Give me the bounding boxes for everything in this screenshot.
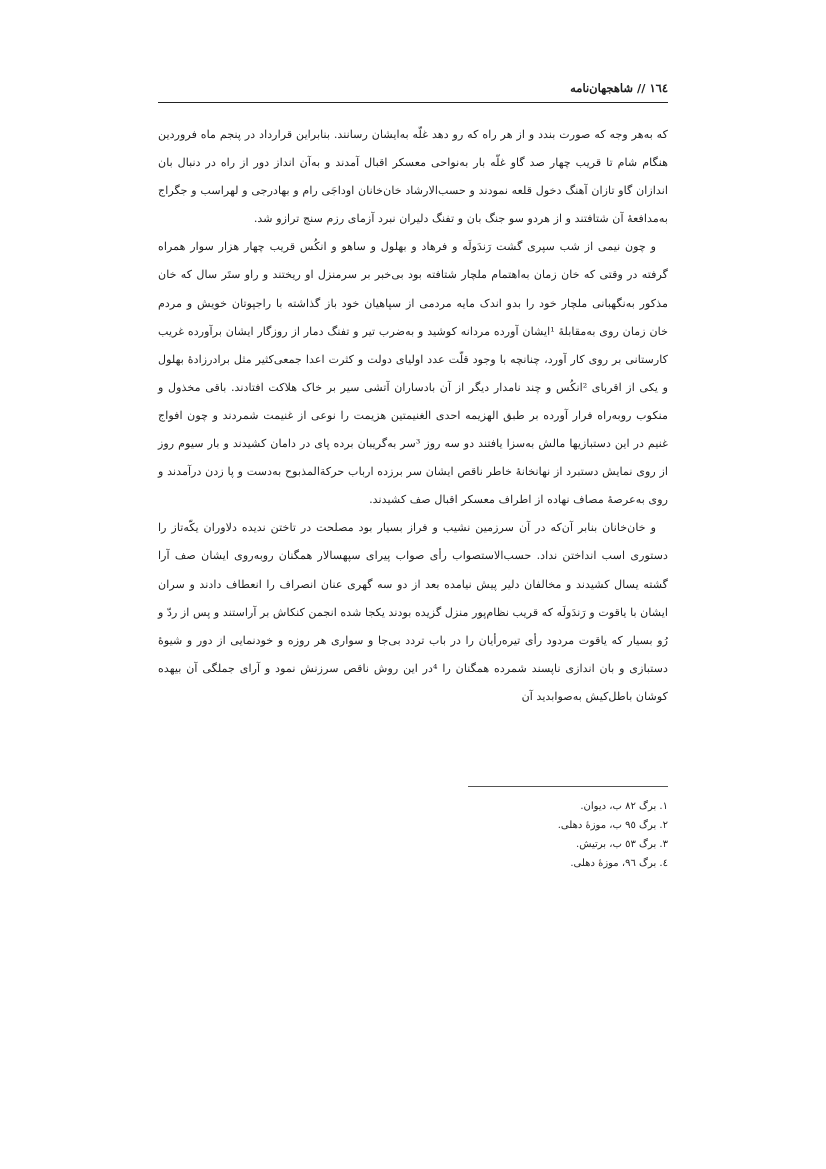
running-title: ١٦٤ // شاهجهان‌نامه xyxy=(570,81,668,95)
footnote-2: ٢. برگ ٩٥ ب، موزهٔ دهلی. xyxy=(557,820,668,831)
paragraph-3: و خان‌خانان بنابر آن‌که در آن سرزمین نشیب و فراز بسیار بود مصلحت در تاختن ندیده دلاوران یکّه‌تاز را دستوری اسب انداختن نداد. حسب‌الاستصواب رأی صواب پیرای سپهسالار همگنان روبه‌روی ایشان صف آرا گشته یسال کشیدند و مخالفان دلیر پیش نیامده بعد از دو سه گهری عنان انصراف را انعطاف دادند و سران ایشان با یاقوت و رَندَولَه که قریب نظام‌پور منزل گزیده بودند یکجا شده انجمن کنکاش بر آراستند و پس از ردّ و رُو بسیار که یاقوت مردود رأی تیره‌رأیان را در باب تردد بی‌جا و سواری هر روزه و خودنمایی از دور و شیوهٔ دستبازی و بان اندازی ناپسند شمرده همگنان را ⁴در این روش ناقص سرزنش نمود و آرای جملگی آن بیهده کوشان باطل‌کیش به‌صوابدید آن xyxy=(158,521,668,703)
page-header xyxy=(158,78,668,103)
footnote-4: ٤. برگ ٩٦، موزهٔ دهلی. xyxy=(570,858,668,869)
footnote-3: ٣. برگ ٥٣ ب، برتیش. xyxy=(576,839,668,850)
footnote-1: ١. برگ ٨٢ ب، دیوان. xyxy=(580,801,668,812)
footnotes-list xyxy=(368,797,668,873)
paragraph-1: که به‌هر وجه که صورت بندد و از هر راه که رو دهد غلّه به‌ایشان رسانند. بنابراین قرارداد در پنجم ماه فروردین هنگام شام تا قریب چهار صد گاو غلّه بار به‌نواحی معسکر اقبال آمدند و به‌آن انداز دور از راه در دنبال بان اندازان گاو تازان آهنگ دخول قلعه نمودند و حسب‌الارشاد خان‌خانان اوداجَی رام و بهادرجی و لهراسب و جگراج به‌مدافعهٔ آن شتافتند و از هردو سو جنگ بان و تفنگ دلیران نبرد آزمای رزم سنج ترازو شد. xyxy=(158,128,668,226)
paragraph-2: و چون نیمی از شب سپری گشت رَندَولَه و فرهاد و بهلول و ساهو و انکُس قریب چهار هزار سوار همراه گرفته در وقتی که خان زمان به‌اهتمام ملچار شتافته بود بی‌خبر بر سرمنزل او ریختند و راو ستَر سال که خان مذکور به‌نگهبانی ملچار خود را بدو اندک مایه مردمی از سپاهیان خود باز گذاشته با راجپوتان خویش و مردم خان زمان روی به‌مقابلهٔ ¹ایشان آورده مردانه کوشید و به‌ضرب تیر و تفنگ دمار از روزگار ایشان برآورده غریب کارستانی بر روی کار آورد، چنانچه با وجود قلّت عدد اولیای دولت و کثرت اعدا جمعی‌کثیر مثل برادرزادهٔ بهلول و یکی از اقربای ²انکُس و چند نامدار دیگر از آن بادساران آتشی سیر بر خاک هلاکت افتادند. باقی مخذول و منکوب روبه‌راه فرار آورده بر طبق الهزیمه احدی الغنیمتین هزیمت را نوعی از غنیمت شمردند و چون افواج غنیم در این دستبازیها مالش به‌سزا یافتند دو سه روز ³سر به‌گریبان برده پای در دامان کشیدند و بار سیوم روز از روی نمایش دستبرد از نهانخانهٔ خاطر ناقص ایشان سر برزده ارباب حرکةالمذبوح به‌دست و پا زدن درآمدند و روی به‌عرصهٔ مصاف نهاده از اطراف معسکر اقبال صف کشیدند. xyxy=(158,240,668,507)
footnote-divider xyxy=(468,786,668,787)
main-text xyxy=(158,121,668,711)
